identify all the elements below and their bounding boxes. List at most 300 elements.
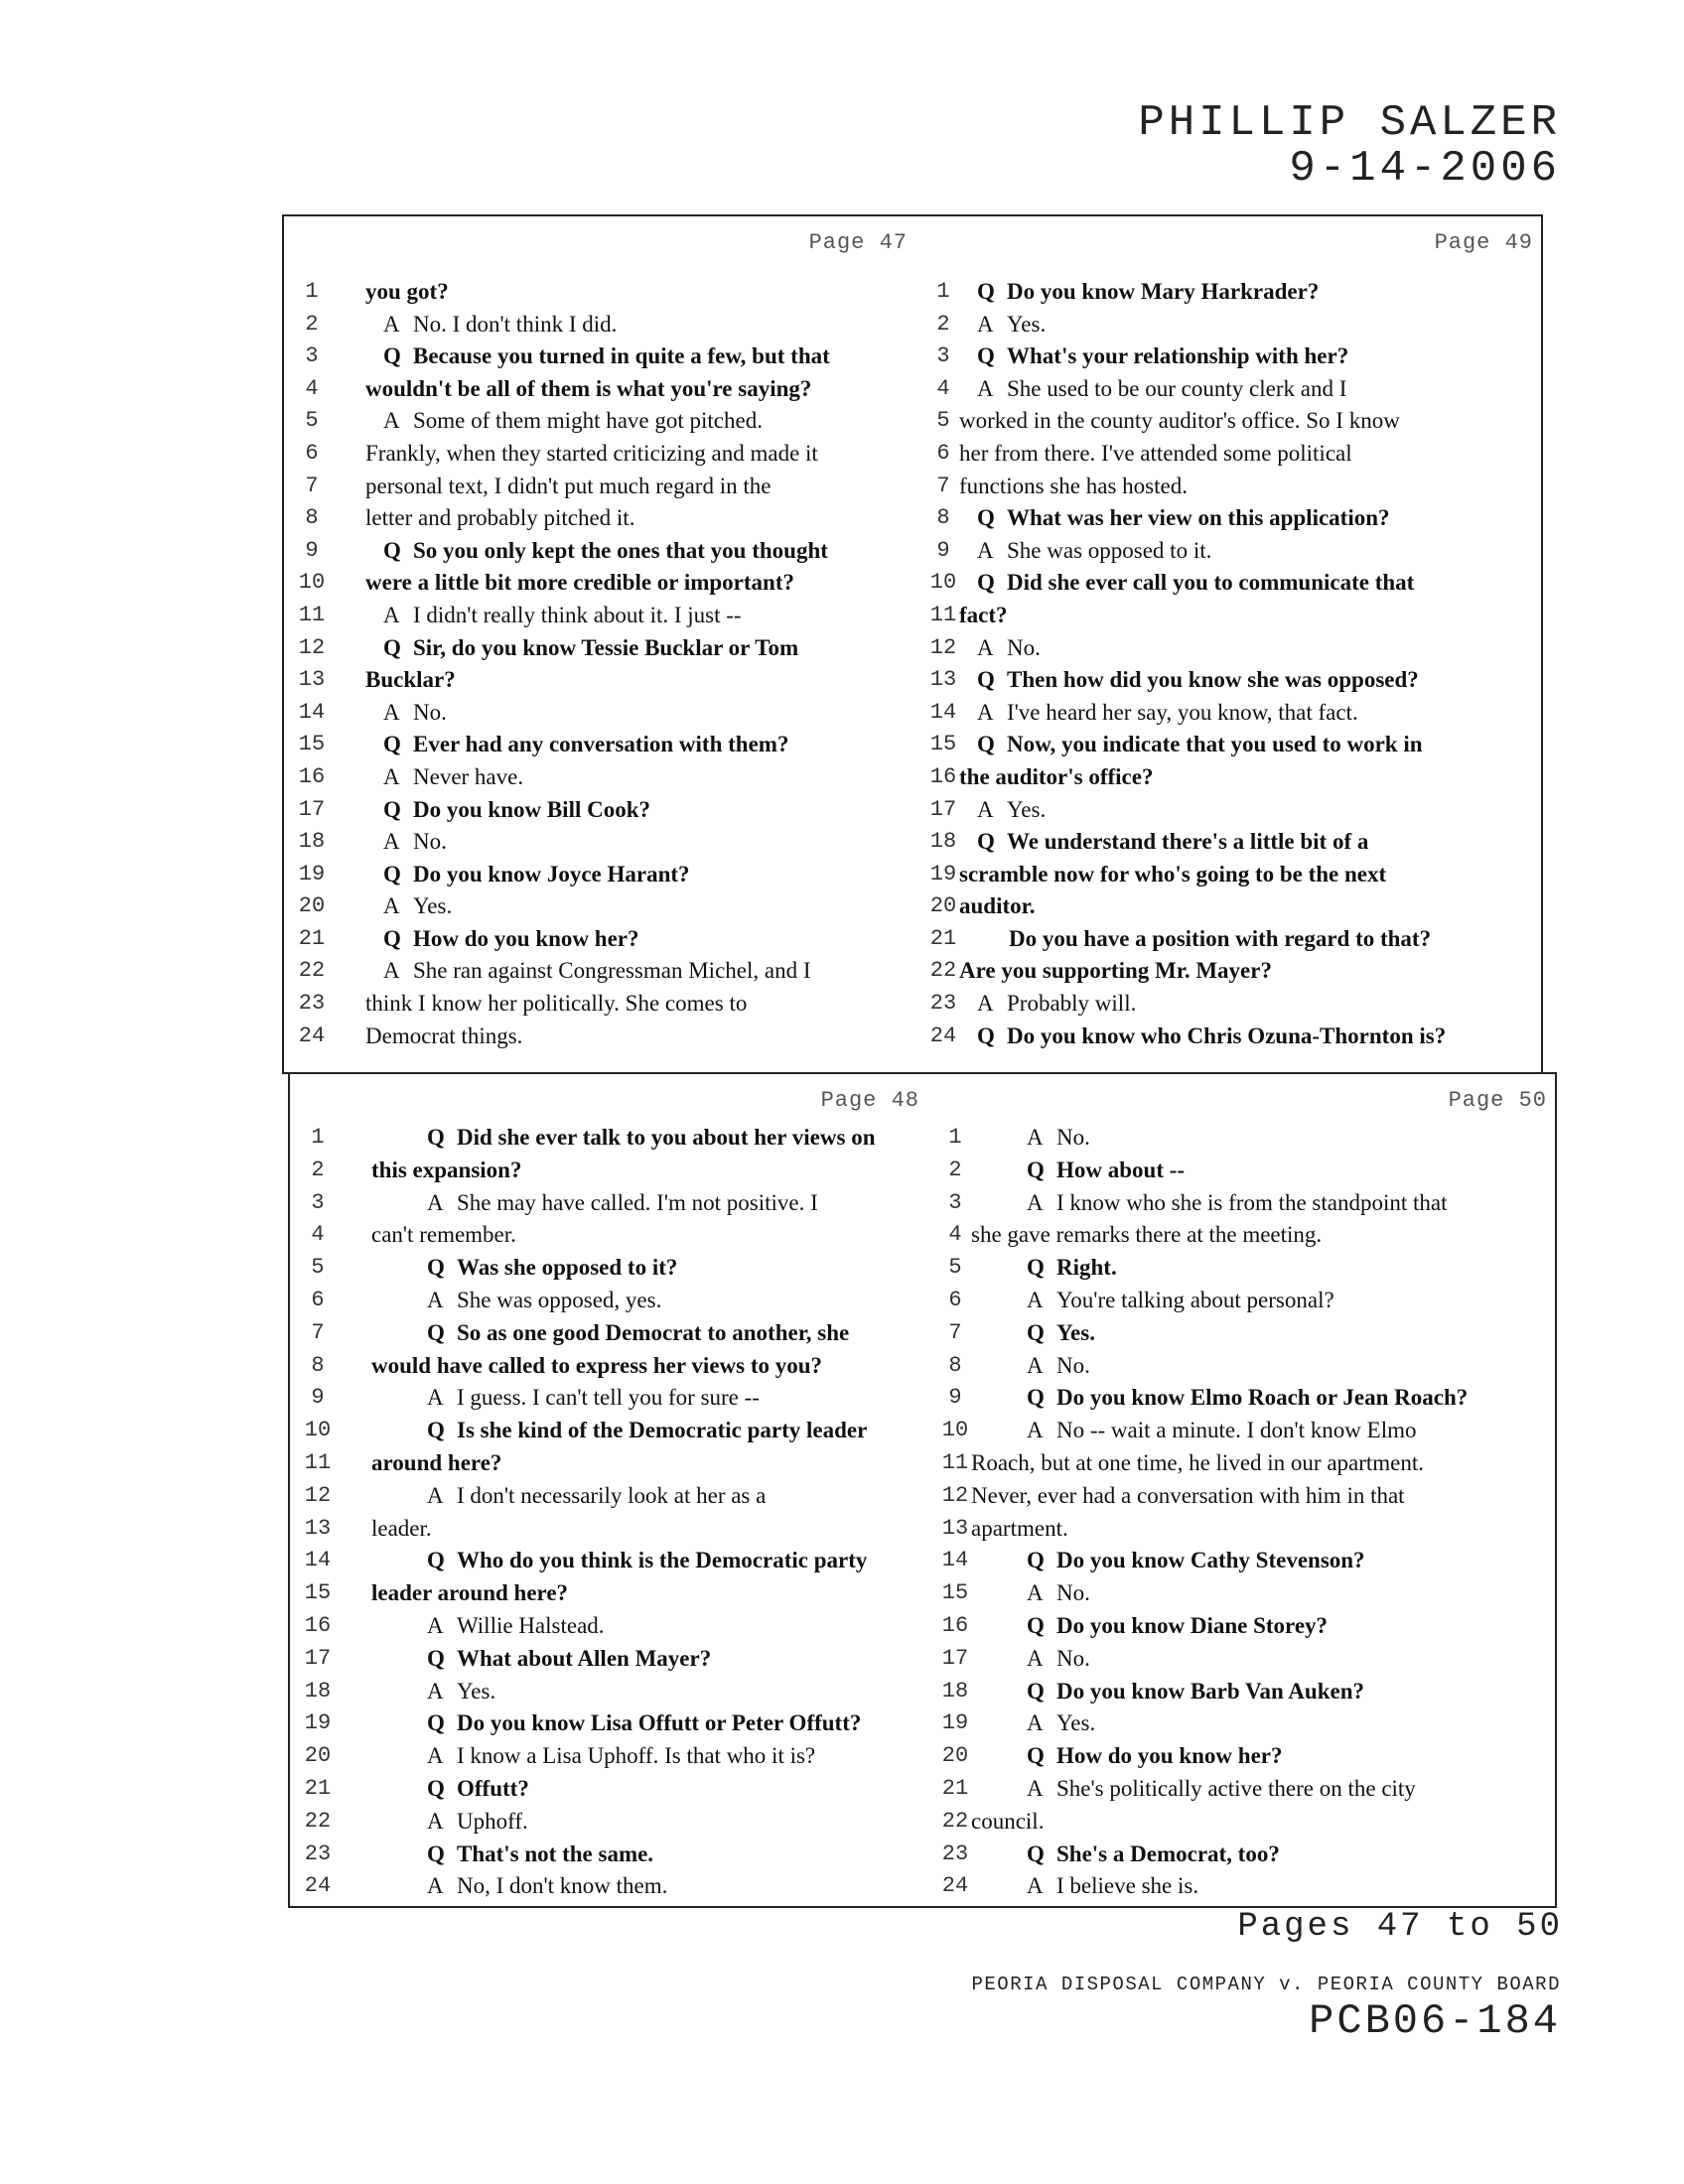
transcript-line xyxy=(290,1317,927,1350)
transcript-line xyxy=(284,276,915,309)
transcript-line xyxy=(290,1415,927,1447)
line-text-wrapper xyxy=(959,988,1537,1021)
line-text-wrapper xyxy=(371,1350,923,1383)
line-number: 15 xyxy=(941,1580,969,1606)
answer-marker: A xyxy=(977,634,994,660)
line-number: 13 xyxy=(941,1515,969,1541)
line-number: 4 xyxy=(936,375,950,401)
line-text: No. xyxy=(1056,1352,1090,1378)
line-text: Never, ever had a conversation with him in that xyxy=(971,1482,1405,1508)
line-number: 17 xyxy=(298,796,326,822)
line-text: Do you know Joyce Harant? xyxy=(413,861,690,887)
transcript-line xyxy=(915,471,1541,503)
line-text-wrapper xyxy=(365,729,912,761)
line-text: worked in the county auditor's office. So I know xyxy=(959,408,1400,434)
line-text-wrapper xyxy=(365,373,912,406)
line-text-wrapper xyxy=(971,1317,1551,1350)
question-marker: Q xyxy=(977,279,995,304)
transcript-line xyxy=(284,502,915,535)
transcript-line xyxy=(284,1021,915,1053)
line-text: Do you know Bill Cook? xyxy=(413,796,651,822)
line-text-wrapper xyxy=(365,955,912,988)
transcript-lines xyxy=(915,276,1541,1052)
line-text: No. I don't think I did. xyxy=(413,311,618,337)
page-number: Page 49 xyxy=(1434,230,1533,255)
line-number: 23 xyxy=(941,1841,969,1866)
line-text: I don't necessarily look at her as a xyxy=(457,1482,767,1508)
line-text: Willie Halstead. xyxy=(457,1612,605,1638)
line-number: 1 xyxy=(936,279,950,304)
case-title: PEORIA DISPOSAL COMPANY v. PEORIA COUNTY BOARD xyxy=(971,1974,1561,1995)
line-text: fact? xyxy=(959,602,1008,627)
line-number: 12 xyxy=(304,1482,332,1508)
answer-marker: A xyxy=(1027,1710,1044,1736)
line-text-wrapper xyxy=(371,1155,923,1187)
transcript-line xyxy=(284,405,915,438)
line-text-wrapper xyxy=(971,1187,1551,1220)
line-text-wrapper xyxy=(371,1252,923,1285)
answer-marker: A xyxy=(1027,1873,1044,1899)
line-text-wrapper xyxy=(371,1870,923,1903)
line-number: 6 xyxy=(948,1287,962,1312)
line-text: Probably will. xyxy=(1007,991,1137,1017)
transcript-page xyxy=(915,216,1541,1072)
line-number: 4 xyxy=(305,375,319,401)
transcript-line xyxy=(284,890,915,923)
transcript-line xyxy=(284,373,915,406)
question-marker: Q xyxy=(383,343,401,369)
line-number: 13 xyxy=(298,667,326,693)
line-text: She may have called. I'm not positive. I xyxy=(457,1189,818,1215)
line-number: 5 xyxy=(311,1255,325,1281)
line-text-wrapper xyxy=(371,1545,923,1577)
line-text-wrapper xyxy=(971,1577,1551,1610)
line-number: 17 xyxy=(941,1645,969,1671)
line-text-wrapper xyxy=(959,600,1537,632)
line-number: 3 xyxy=(936,343,950,369)
transcript-line xyxy=(915,988,1541,1021)
line-text-wrapper xyxy=(959,438,1537,471)
line-text: think I know her politically. She comes to xyxy=(365,991,748,1017)
answer-marker: A xyxy=(427,1743,444,1769)
line-text: Frankly, when they started criticizing and made it xyxy=(365,440,818,466)
question-marker: Q xyxy=(427,1775,445,1801)
line-text-wrapper xyxy=(971,1676,1551,1708)
line-text-wrapper xyxy=(971,1513,1551,1546)
question-marker: Q xyxy=(1027,1743,1045,1769)
line-number: 7 xyxy=(936,473,950,498)
line-text: No. xyxy=(1007,634,1041,660)
line-text-wrapper xyxy=(959,341,1537,373)
answer-marker: A xyxy=(1027,1418,1044,1443)
transcript-box-bottom xyxy=(288,1072,1557,1908)
transcript-line xyxy=(915,276,1541,309)
line-text: No. xyxy=(413,699,447,725)
answer-marker: A xyxy=(383,408,400,434)
line-number: 16 xyxy=(929,763,957,789)
transcript-line xyxy=(915,405,1541,438)
line-text: leader around here? xyxy=(371,1580,569,1606)
line-text-wrapper xyxy=(365,502,912,535)
question-marker: Q xyxy=(383,925,401,951)
line-number: 14 xyxy=(304,1548,332,1573)
line-text-wrapper xyxy=(371,1447,923,1480)
answer-marker: A xyxy=(383,893,400,919)
line-text: Because you turned in quite a few, but that xyxy=(413,343,830,369)
line-text-wrapper xyxy=(959,535,1537,568)
transcript-line xyxy=(284,535,915,568)
transcript-line xyxy=(927,1317,1555,1350)
line-number: 22 xyxy=(929,958,957,984)
line-text: You're talking about personal? xyxy=(1056,1287,1334,1312)
line-text-wrapper xyxy=(371,1415,923,1447)
question-marker: Q xyxy=(1027,1548,1045,1573)
line-text: Offutt? xyxy=(457,1775,529,1801)
line-text: No, I don't know them. xyxy=(457,1873,668,1899)
transcript-line xyxy=(915,341,1541,373)
line-text-wrapper xyxy=(365,405,912,438)
answer-marker: A xyxy=(383,699,400,725)
line-text-wrapper xyxy=(971,1870,1551,1903)
answer-marker: A xyxy=(427,1189,444,1215)
line-text: Democrat things. xyxy=(365,1023,523,1048)
transcript-page xyxy=(284,216,915,1072)
line-number: 8 xyxy=(936,505,950,531)
line-number: 13 xyxy=(929,667,957,693)
line-text: personal text, I didn't put much regard in the xyxy=(365,473,772,498)
answer-marker: A xyxy=(977,537,994,563)
line-text: I didn't really think about it. I just -- xyxy=(413,602,742,627)
line-number: 15 xyxy=(304,1580,332,1606)
line-number: 22 xyxy=(941,1808,969,1834)
line-text: her from there. I've attended some political xyxy=(959,440,1352,466)
transcript-line xyxy=(915,890,1541,923)
line-text-wrapper xyxy=(365,697,912,730)
transcript-line xyxy=(915,664,1541,697)
transcript-line xyxy=(927,1415,1555,1447)
line-number: 11 xyxy=(929,602,957,627)
line-text-wrapper xyxy=(959,697,1537,730)
line-text: she gave remarks there at the meeting. xyxy=(971,1222,1323,1248)
transcript-line xyxy=(290,1773,927,1806)
line-text-wrapper xyxy=(959,890,1537,923)
line-text-wrapper xyxy=(959,373,1537,406)
line-number: 21 xyxy=(304,1775,332,1801)
question-marker: Q xyxy=(383,732,401,757)
transcript-line xyxy=(284,309,915,341)
line-text: Yes. xyxy=(1007,311,1047,337)
line-text-wrapper xyxy=(971,1643,1551,1676)
line-text: Some of them might have got pitched. xyxy=(413,408,763,434)
answer-marker: A xyxy=(977,796,994,822)
transcript-line xyxy=(915,794,1541,827)
line-text-wrapper xyxy=(971,1415,1551,1447)
line-text: Yes. xyxy=(413,893,453,919)
line-text-wrapper xyxy=(971,1219,1551,1252)
transcript-line xyxy=(290,1252,927,1285)
line-text-wrapper xyxy=(371,1577,923,1610)
deponent-name: PHILLIP SALZER xyxy=(1138,98,1561,148)
question-marker: Q xyxy=(427,1319,445,1345)
line-text: No. xyxy=(1056,1125,1090,1150)
pages-range: Pages 47 to 50 xyxy=(1237,1908,1563,1946)
page-number: Page 50 xyxy=(1448,1088,1547,1113)
question-marker: Q xyxy=(427,1125,445,1150)
line-text-wrapper xyxy=(971,1839,1551,1871)
line-number: 12 xyxy=(941,1482,969,1508)
line-text: apartment. xyxy=(971,1515,1068,1541)
answer-marker: A xyxy=(383,829,400,855)
transcript-line xyxy=(927,1252,1555,1285)
transcript-line xyxy=(915,697,1541,730)
line-text: you got? xyxy=(365,279,449,304)
line-text: Do you know Diane Storey? xyxy=(1056,1612,1329,1638)
transcript-box-top xyxy=(282,214,1543,1074)
line-number: 23 xyxy=(298,991,326,1017)
line-text-wrapper xyxy=(971,1382,1551,1415)
line-number: 1 xyxy=(305,279,319,304)
line-text-wrapper xyxy=(371,1480,923,1513)
transcript-line xyxy=(927,1839,1555,1871)
transcript-line xyxy=(290,1447,927,1480)
line-text-wrapper xyxy=(371,1643,923,1676)
line-number: 10 xyxy=(941,1418,969,1443)
line-text: I know a Lisa Uphoff. Is that who it is? xyxy=(457,1743,816,1769)
transcript-line xyxy=(927,1219,1555,1252)
line-text: Is she kind of the Democratic party leader xyxy=(457,1418,868,1443)
transcript-line xyxy=(290,1350,927,1383)
transcript-line xyxy=(927,1773,1555,1806)
line-number: 24 xyxy=(941,1873,969,1899)
line-text: were a little bit more credible or important? xyxy=(365,570,795,596)
line-text: functions she has hosted. xyxy=(959,473,1188,498)
line-text: No. xyxy=(1056,1580,1090,1606)
answer-marker: A xyxy=(427,1482,444,1508)
line-number: 21 xyxy=(929,925,957,951)
transcript-line xyxy=(927,1676,1555,1708)
line-text: Was she opposed to it? xyxy=(457,1255,678,1281)
line-text-wrapper xyxy=(371,1740,923,1773)
line-number: 21 xyxy=(298,925,326,951)
line-text: I believe she is. xyxy=(1056,1873,1199,1899)
line-number: 9 xyxy=(311,1385,325,1411)
line-number: 17 xyxy=(304,1645,332,1671)
line-text-wrapper xyxy=(959,405,1537,438)
line-text-wrapper xyxy=(971,1773,1551,1806)
line-number: 15 xyxy=(929,732,957,757)
transcript-line xyxy=(927,1350,1555,1383)
line-text-wrapper xyxy=(959,567,1537,600)
line-text-wrapper xyxy=(371,1806,923,1839)
line-text: How do you know her? xyxy=(1056,1743,1283,1769)
answer-marker: A xyxy=(1027,1580,1044,1606)
line-text: So you only kept the ones that you thought xyxy=(413,537,828,563)
line-number: 4 xyxy=(948,1222,962,1248)
line-number: 9 xyxy=(305,537,319,563)
line-number: 1 xyxy=(311,1125,325,1150)
line-text-wrapper xyxy=(971,1740,1551,1773)
line-number: 24 xyxy=(298,1023,326,1048)
line-text: auditor. xyxy=(959,893,1036,919)
line-text-wrapper xyxy=(959,826,1537,859)
line-text: can't remember. xyxy=(371,1222,516,1248)
transcript-line xyxy=(284,859,915,891)
line-text-wrapper xyxy=(365,761,912,794)
line-number: 22 xyxy=(304,1808,332,1834)
transcript-line xyxy=(284,761,915,794)
case-number: PCB06-184 xyxy=(1309,1997,1561,2045)
line-number: 8 xyxy=(948,1352,962,1378)
line-text-wrapper xyxy=(365,535,912,568)
line-number: 18 xyxy=(941,1678,969,1704)
transcript-line xyxy=(290,1545,927,1577)
line-text: scramble now for who's going to be the next xyxy=(959,861,1387,887)
line-number: 16 xyxy=(304,1612,332,1638)
line-text: letter and probably pitched it. xyxy=(365,505,635,531)
line-text-wrapper xyxy=(959,309,1537,341)
line-text: Do you know who Chris Ozuna-Thornton is? xyxy=(1007,1023,1447,1048)
question-marker: Q xyxy=(977,570,995,596)
line-text-wrapper xyxy=(371,1122,923,1155)
answer-marker: A xyxy=(427,1678,444,1704)
line-text: What's your relationship with her? xyxy=(1007,343,1349,369)
line-text: wouldn't be all of them is what you're saying? xyxy=(365,375,812,401)
line-text: this expansion? xyxy=(371,1157,522,1182)
transcript-page xyxy=(927,1074,1555,1906)
line-number: 19 xyxy=(929,861,957,887)
transcript-line xyxy=(290,1870,927,1903)
transcript-line xyxy=(290,1740,927,1773)
transcript-line xyxy=(927,1545,1555,1577)
line-text-wrapper xyxy=(365,632,912,665)
transcript-line xyxy=(927,1610,1555,1643)
transcript-line xyxy=(284,923,915,956)
transcript-line xyxy=(284,632,915,665)
transcript-line xyxy=(284,600,915,632)
line-text: I guess. I can't tell you for sure -- xyxy=(457,1385,760,1411)
transcript-line xyxy=(290,1577,927,1610)
line-text-wrapper xyxy=(959,276,1537,309)
line-text: Right. xyxy=(1056,1255,1117,1281)
transcript-line xyxy=(927,1382,1555,1415)
transcript-line xyxy=(915,438,1541,471)
line-number: 7 xyxy=(948,1319,962,1345)
line-text-wrapper xyxy=(959,955,1537,988)
line-number: 6 xyxy=(936,440,950,466)
line-number: 20 xyxy=(929,893,957,919)
transcript-line xyxy=(290,1643,927,1676)
line-number: 5 xyxy=(936,408,950,434)
answer-marker: A xyxy=(427,1287,444,1312)
line-text-wrapper xyxy=(971,1707,1551,1740)
transcript-line xyxy=(927,1155,1555,1187)
question-marker: Q xyxy=(383,634,401,660)
line-text-wrapper xyxy=(959,761,1537,794)
line-number: 16 xyxy=(941,1612,969,1638)
question-marker: Q xyxy=(427,1645,445,1671)
line-text: Did she ever talk to you about her views on xyxy=(457,1125,876,1150)
line-number: 8 xyxy=(305,505,319,531)
line-number: 4 xyxy=(311,1222,325,1248)
line-number: 10 xyxy=(298,570,326,596)
line-number: 24 xyxy=(304,1873,332,1899)
page-number: Page 47 xyxy=(808,230,908,255)
line-number: 23 xyxy=(304,1841,332,1866)
line-text: Do you know Mary Harkrader? xyxy=(1007,279,1320,304)
question-marker: Q xyxy=(977,829,995,855)
transcript-line xyxy=(915,1021,1541,1053)
line-text-wrapper xyxy=(365,567,912,600)
line-text-wrapper xyxy=(959,794,1537,827)
line-text: She ran against Congressman Michel, and I xyxy=(413,958,811,984)
line-text: the auditor's office? xyxy=(959,763,1154,789)
line-number: 6 xyxy=(311,1287,325,1312)
line-text: Who do you think is the Democratic party xyxy=(457,1548,868,1573)
answer-marker: A xyxy=(1027,1287,1044,1312)
transcript-line xyxy=(927,1707,1555,1740)
line-number: 2 xyxy=(936,311,950,337)
line-text-wrapper xyxy=(371,1285,923,1317)
line-text-wrapper xyxy=(365,309,912,341)
question-marker: Q xyxy=(427,1255,445,1281)
line-text: I've heard her say, you know, that fact. xyxy=(1007,699,1358,725)
answer-marker: A xyxy=(427,1808,444,1834)
line-text-wrapper xyxy=(959,471,1537,503)
line-text-wrapper xyxy=(959,664,1537,697)
line-number: 13 xyxy=(304,1515,332,1541)
line-text: Yes. xyxy=(457,1678,496,1704)
line-text: council. xyxy=(971,1808,1045,1834)
line-number: 2 xyxy=(948,1157,962,1182)
line-text: Ever had any conversation with them? xyxy=(413,732,789,757)
line-text-wrapper xyxy=(371,1707,923,1740)
question-marker: Q xyxy=(977,505,995,531)
transcript-line xyxy=(927,1480,1555,1513)
transcript-line xyxy=(290,1122,927,1155)
line-number: 12 xyxy=(929,634,957,660)
line-number: 3 xyxy=(305,343,319,369)
line-text: Do you know Barb Van Auken? xyxy=(1056,1678,1364,1704)
line-number: 18 xyxy=(304,1678,332,1704)
question-marker: Q xyxy=(383,796,401,822)
transcript-line xyxy=(915,309,1541,341)
line-number: 10 xyxy=(304,1418,332,1443)
line-number: 2 xyxy=(305,311,319,337)
line-text-wrapper xyxy=(365,438,912,471)
line-text-wrapper xyxy=(371,1676,923,1708)
line-number: 3 xyxy=(311,1189,325,1215)
line-text: Yes. xyxy=(1056,1319,1095,1345)
line-text-wrapper xyxy=(971,1285,1551,1317)
line-text-wrapper xyxy=(365,600,912,632)
line-number: 9 xyxy=(948,1385,962,1411)
transcript-line xyxy=(284,471,915,503)
line-text-wrapper xyxy=(371,1187,923,1220)
line-number: 17 xyxy=(929,796,957,822)
line-text: leader. xyxy=(371,1515,432,1541)
answer-marker: A xyxy=(977,375,994,401)
question-marker: Q xyxy=(427,1841,445,1866)
line-text-wrapper xyxy=(971,1806,1551,1839)
line-number: 11 xyxy=(298,602,326,627)
transcript-line xyxy=(927,1870,1555,1903)
line-text: Yes. xyxy=(1007,796,1047,822)
line-number: 16 xyxy=(298,763,326,789)
question-marker: Q xyxy=(383,537,401,563)
line-text: around here? xyxy=(371,1449,502,1475)
transcript-line xyxy=(927,1740,1555,1773)
question-marker: Q xyxy=(427,1418,445,1443)
